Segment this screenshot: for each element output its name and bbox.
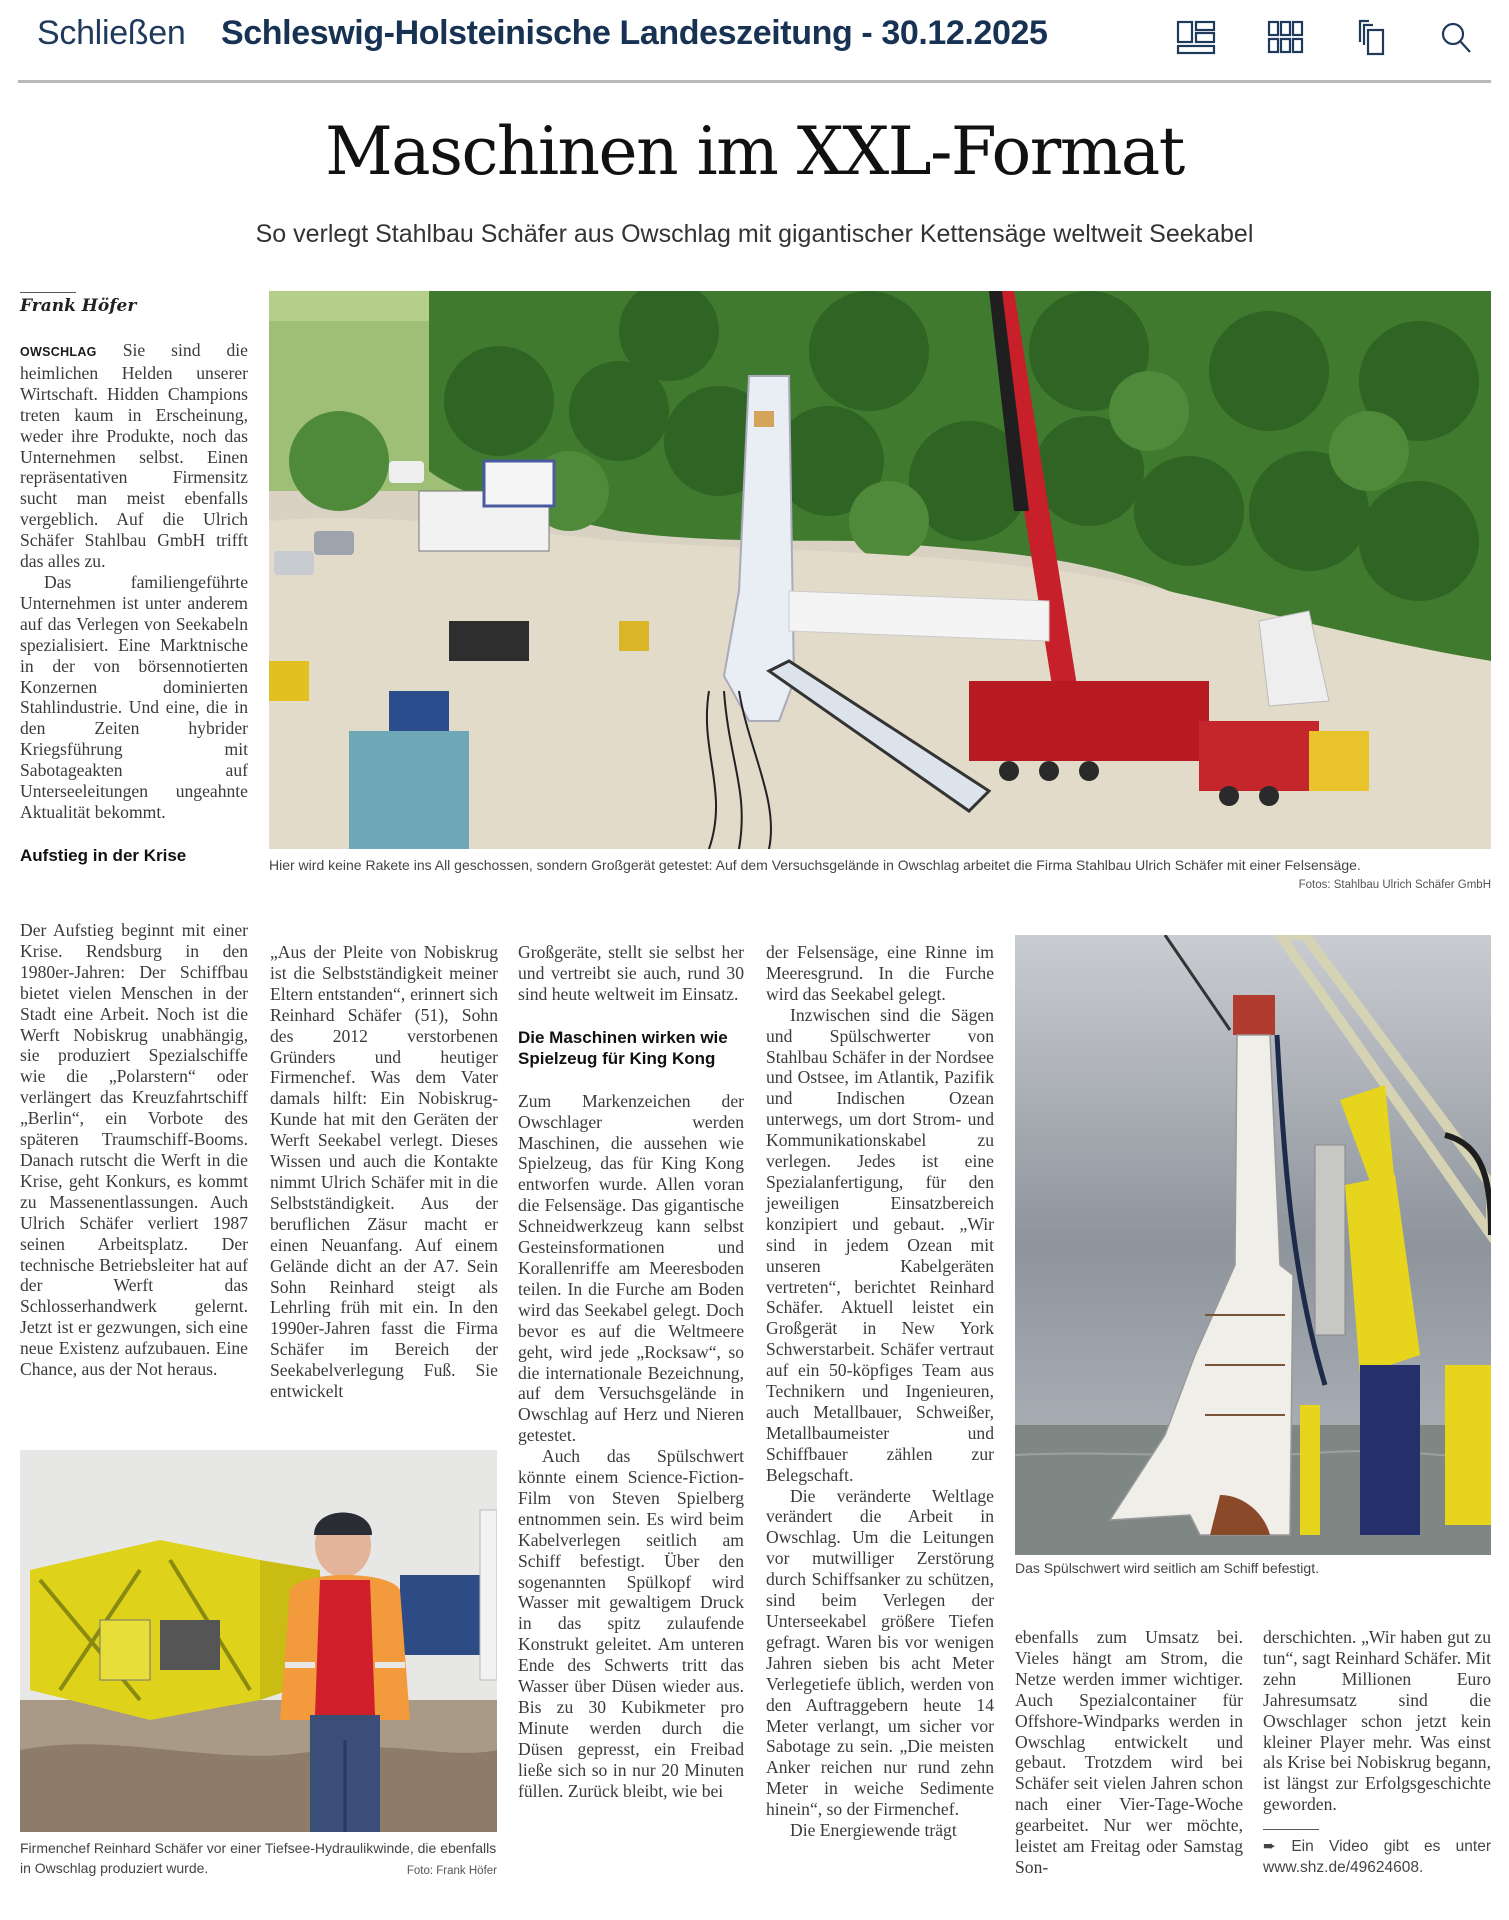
paragraph: Die Energiewende trägt [790, 1820, 957, 1841]
article-subheadline: So verlegt Stahlbau Schäfer aus Owschlag mit gigantischer Kettensäge weltweit Seekabel [255, 220, 1254, 248]
video-link-note[interactable] [1263, 1836, 1491, 1878]
caption-text: Hier wird keine Rakete ins All geschossen, sondern Großgerät getestet: Auf dem Versuchsgelände in Owschlag arbeitet die Firma Stahlbau Ulrich Schäfer mit einer Felsensäge. [269, 857, 1361, 873]
photo-illustration [20, 1450, 497, 1832]
dateline: OWSCHLAG [20, 345, 97, 359]
column-4 [766, 942, 994, 1841]
paragraph: Die veränderte Weltlage verändert die Arbeit in Owschlag. Um die Leitungen vor mutwilliger Zerstörung durch Schiffsanker zu schützen, sind beim Verlegen der Unterseekabel größere Tiefen gefragt. Waren bis vor wenigen Jahren sieben bis acht Meter Verlegetiefe üblich, werden von den Auftraggebern heute 14 Meter verlangt, um sicher vor Sabotage zu sein. „Die meisten Anker reichen nur rund zehn Meter in weiche Sedimente hinein“, so der Firmenchef. [766, 1485, 994, 1820]
subheading-king-kong: Die Maschinen wirken wie Spielzeug für King Kong [518, 1027, 728, 1068]
paragraph: Inzwischen sind die Sägen und Spülschwerter von Stahlbau Schäfer in der Nordsee und Ostsee, im Atlantik, Pazifik und Indischen Ozean unterwegs, um dort Strom- und Kommunikationskabel zu verlegen. Jedes ist eine Spezialanfertigung, für den jeweiligen Einsatzbereich konzipiert und gebaut. „Wir sind in jedem Ozean mit unseren Kabelgeräten vertreten“, berichtet Reinhard Schäfer. Aktuell leistet ein Großgerät in New York Schwerstarbeit. Schäfer vertraut auf ein 50-köpfiges Team aus Technikern und Ingenieuren, auch Metallbauer, Schweißer, Metallbaumeister und Schiffbauer zählen zur Belegschaft. [766, 1004, 994, 1485]
subheading-aufstieg: Aufstieg in der Krise [20, 845, 187, 865]
paragraph: Das familiengeführte Unternehmen ist unter anderem auf das Verlegen von Seekabeln spezialisiert. Eine Marktnische in der von börsennotierten Konzernen dominierten Stahlindustrie. Und eine, die in den Zeiten hybrider Kriegsführung mit Sabotageakten auf Unterseeleitungen ungeahnte Aktualität bekommt. [20, 571, 248, 822]
video-note-text: Ein Video gibt es unter www.shz.de/49624608. [1263, 1838, 1491, 1877]
close-button[interactable]: Schließen [37, 14, 186, 52]
paragraph: Der Aufstieg beginnt mit einer Krise. Rendsburg in den 1980er-Jahren: Der Schiffbau bietet vielen Menschen in der Stadt eine Arbeit. Noch ist die Werft Nobiskrug unabhängig, sie produziert Spezialschiffe wie die „Polarstern“ oder verlängert das Kreuzfahrtschiff „Berlin“, ein Vorbote des späteren Traumschiff-Booms. Danach rutscht die Werft in die Krise, geht Konkurs, es kommt zu Massenentlassungen. Auch Ulrich Schäfer verliert 1987 seinen Arbeitsplatz. Der technische Betriebsleiter hat auf der Werft das Schlosserhandwerk gelernt. Jetzt ist er gezwungen, sich eine neue Existenz aufzubauen. Eine Chance, aus der Not heraus. [20, 920, 248, 1380]
pages-icon[interactable] [1352, 16, 1396, 60]
reader-toolbar [0, 0, 1509, 80]
photo-illustration [1015, 935, 1491, 1555]
paragraph [20, 340, 248, 572]
ship-photo-caption: Das Spülschwert wird seitlich am Schiff befestigt. [1015, 1560, 1319, 1576]
photo-credit: Foto: Frank Höfer [406, 1865, 497, 1877]
main-photo-caption [269, 855, 1491, 895]
column-5 [1015, 1627, 1243, 1878]
column-1 [20, 340, 248, 866]
byline-rule [20, 292, 76, 293]
column-2 [270, 942, 498, 1402]
publication-title: Schleswig-Holsteinische Landeszeitung - 30.12.2025 [221, 14, 1048, 52]
author-byline: Frank Höfer [20, 296, 137, 316]
photo-credit: Fotos: Stahlbau Ulrich Schäfer GmbH [1298, 879, 1491, 891]
paragraph: Großgeräte, stellt sie selbst her und vertreibt sie auch, rund 30 sind heute weltweit im Einsatz. [518, 942, 744, 1004]
portrait-photo-caption [20, 1838, 497, 1881]
grid-icon[interactable] [1264, 16, 1308, 60]
end-rule [1263, 1829, 1319, 1830]
article-headline: Maschinen im XXL-Format [325, 113, 1184, 190]
paragraph: Zum Markenzeichen der Owschlager werden Maschinen, die aussehen wie Spielzeug, das für King Kong entworfen wurde. Allen voran die Felsensäge. Das gigantische Schneidwerkzeug kann selbst Gesteinsformationen und Korallenriffe am Meeresboden teilen. In die Furche am Boden wird das Seekabel gelegt. Doch bevor es auf die Weltmeere geht, wird jede „Rocksaw“, so die internationale Bezeichnung, auf dem Versuchsgelände in Owschlag auf Herz und Nieren getestet. [518, 1090, 744, 1446]
layout-icon[interactable] [1174, 16, 1218, 60]
photo-illustration [269, 291, 1491, 849]
paragraph: der Felsensäge, eine Rinne im Meeresgrund. In die Furche wird das Seekabel gelegt. [766, 942, 994, 1004]
search-icon[interactable] [1434, 16, 1478, 60]
paragraph: derschichten. „Wir haben gut zu tun“, sagt Reinhard Schäfer. Mit zehn Millionen Euro Jahresumsatz sind die Owschlager schon jetzt kein kleiner Player mehr. Was einst als Krise bei Nobiskrug begann, ist längst zur Erfolgsgeschichte geworden. [1263, 1627, 1491, 1815]
paragraph: „Aus der Pleite von Nobiskrug ist die Selbstständigkeit meiner Eltern entstanden“, erinnert sich Reinhard Schäfer (51), Sohn des 2012 verstorbenen Gründers und heutiger Firmenchef. Was dem Vater damals hilft: Ein Nobiskrug-Kunde hat mit den Geräten der Werft Seekabel verlegt. Dieses Wissen und auch die Kontakte nimmt Ulrich Schäfer mit in die Selbstständigkeit. Aus der beruflichen Zäsur macht er einen Neuanfang. Auf einem Gelände dicht an der A7. Sein Sohn Reinhard steigt als Lehrling früh mit ein. In den 1990er-Jahren fasst die Firma Schäfer im Bereich der Seekabelverlegung Fuß. Sie entwickelt [270, 942, 498, 1402]
column-1-continued [20, 920, 248, 1380]
paragraph: ebenfalls zum Umsatz bei. Vieles hängt am Strom, die Netze werden immer wichtiger. Auch Spezialcontainer für Offshore-Windparks werden in Owschlag entwickelt und gebaut. Trotzdem wird bei Schäfer seit vielen Jahren schon nach einer Vier-Tage-Woche gearbeitet. Nur wer möchte, leistet am Freitag oder Samstag Son- [1015, 1627, 1243, 1877]
paragraph: Auch das Spülschwert könnte einem Science-Fiction-Film von Steven Spielberg entnommen sein. Es wird beim Kabelverlegen seitlich am Schiff befestigt. Über den sogenannten Spülkopf wird Wasser mit gewaltigem Druck in das spitz zulaufende Konstrukt geleitet. Am unteren Ende des Schwerts tritt das Wasser über Düsen wieder aus. Bis zu 30 Kubikmeter pro Minute werden durch die Düsen gepresst, ein Freibad ließe sich so in nur 20 Minuten füllen. Zurück bleibt, wie bei [518, 1446, 744, 1801]
toolbar-divider [18, 80, 1491, 83]
column-6 [1263, 1627, 1491, 1878]
portrait-photo-reinhard-schaefer [20, 1450, 497, 1832]
column-3 [518, 942, 744, 1802]
ship-photo-spuelschwert [1015, 935, 1491, 1555]
main-photo-rocksaw-test-site [269, 291, 1491, 849]
caption-text: Firmenchef Reinhard Schäfer vor einer Tiefsee-Hydraulikwinde, die ebenfalls in Owschlag produziert wurde. [20, 1840, 497, 1876]
paragraph-text: Sie sind die heimlichen Helden unserer Wirtschaft. Hidden Champions treten kaum in Erscheinung, weder ihre Produkte, noch das Unternehmen selbst. Einen repräsentativen Firmensitz sucht man meist ebenfalls vergeblich. Auf die Ulrich Schäfer Stahlbau GmbH trifft das alles zu. [20, 340, 248, 572]
arrow-right-icon: ➨ [1263, 1838, 1276, 1856]
